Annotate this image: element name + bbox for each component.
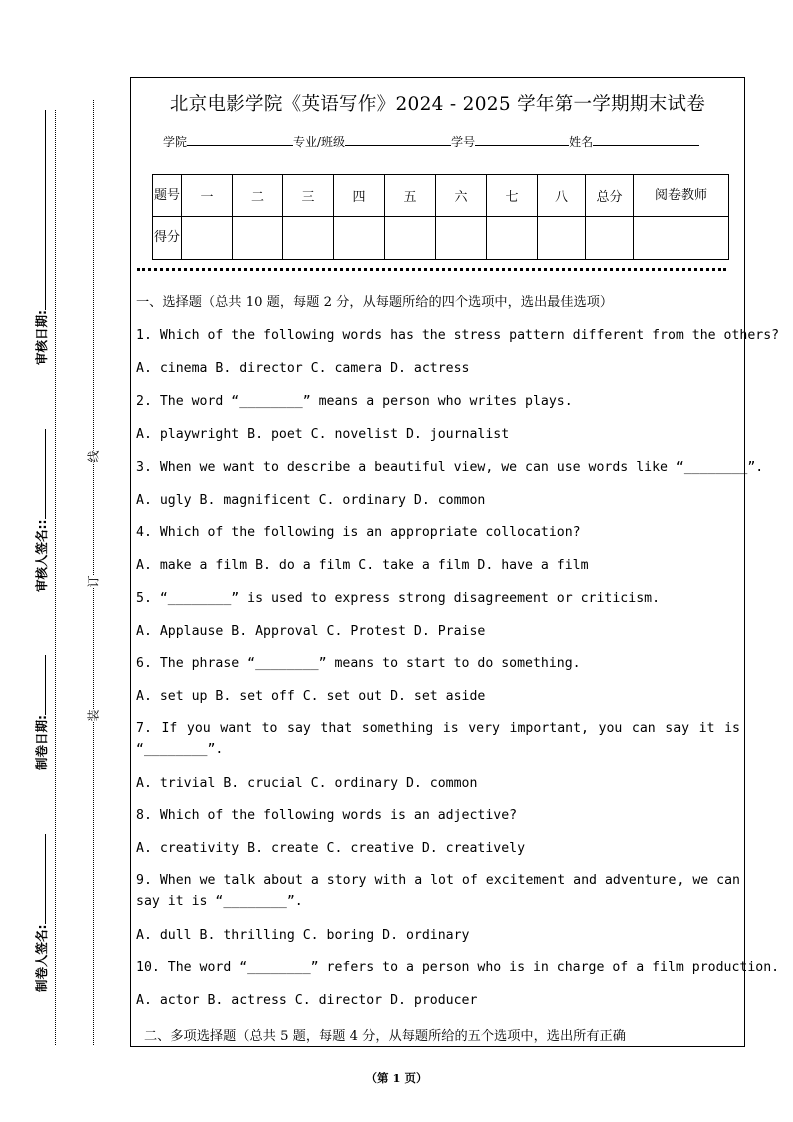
binding-dotted-line-inner <box>93 100 94 1045</box>
score-cell[interactable] <box>385 217 436 260</box>
section1-heading: 一、选择题（总共 10 题，每题 2 分，从每题所给的四个选项中，选出最佳选项） <box>136 295 614 310</box>
score-table <box>152 174 729 260</box>
score-header-cell: 八 <box>538 175 586 217</box>
score-cell[interactable] <box>283 217 334 260</box>
score-cell[interactable] <box>586 217 634 260</box>
name-field[interactable] <box>593 133 699 146</box>
question-line: 7. If you want to say that something is very important, you can say it is “________”. <box>136 721 740 757</box>
question-line: 1. Which of the following words has the stress pattern different from the others? <box>136 328 780 343</box>
question-line: 2. The word “________” means a person who writes plays. <box>136 394 573 409</box>
major-field[interactable] <box>345 133 451 146</box>
section2-heading: 二、多项选择题（总共 5 题，每题 4 分，从每题所给的五个选项中，选出所有正确 <box>144 1029 626 1044</box>
student-id-label: 学号 <box>451 135 476 149</box>
college-field[interactable] <box>187 133 293 146</box>
reviewer-date-label: 审核日期: <box>32 110 50 365</box>
binding-mark-zhuang: 装 <box>86 709 101 722</box>
question-line: 4. Which of the following is an appropriate collocation? <box>136 525 581 540</box>
exam-title: 北京电影学院《英语写作》2024 - 2025 学年第一学期期末试卷 <box>169 94 706 115</box>
page-footer: （第 1 页） <box>365 1071 428 1085</box>
option-line: A. dull B. thrilling C. boring D. ordinary <box>136 928 470 943</box>
score-header-cell: 三 <box>283 175 334 217</box>
option-line: A. actor B. actress C. director D. producer <box>136 993 478 1008</box>
major-label: 专业/班级 <box>293 135 346 149</box>
score-cell[interactable] <box>334 217 385 260</box>
score-header-cell: 一 <box>182 175 233 217</box>
question-line: 10. The word “________” refers to a person who is in charge of a film production. <box>136 960 780 975</box>
score-row-label: 得分 <box>153 217 182 260</box>
score-cell[interactable] <box>634 217 729 260</box>
score-cell[interactable] <box>487 217 538 260</box>
question-line: 5. “________” is used to express strong disagreement or criticism. <box>136 591 661 606</box>
exam-frame <box>130 77 780 1047</box>
name-label: 姓名 <box>569 135 594 149</box>
option-line: A. cinema B. director C. camera D. actress <box>136 361 470 376</box>
score-header-cell: 四 <box>334 175 385 217</box>
score-header-cell: 五 <box>385 175 436 217</box>
reviewer-sign-label: 审核人签名:: <box>32 430 50 593</box>
section-divider <box>137 268 726 271</box>
binding-mark-xian: 线 <box>86 450 101 463</box>
score-header-cell: 六 <box>436 175 487 217</box>
college-label: 学院 <box>163 135 188 149</box>
score-cell[interactable] <box>538 217 586 260</box>
student-id-field[interactable] <box>475 133 569 146</box>
student-info-row <box>163 133 699 150</box>
score-header-cell: 题号 <box>153 175 182 217</box>
score-cell[interactable] <box>233 217 283 260</box>
score-header-cell: 二 <box>233 175 283 217</box>
score-cell[interactable] <box>436 217 487 260</box>
score-cell[interactable] <box>182 217 233 260</box>
maker-date-label: 制卷日期: <box>32 655 50 770</box>
binding-dotted-line-outer <box>55 110 56 1045</box>
question-line: 8. Which of the following words is an adjective? <box>136 808 518 823</box>
question-line: 9. When we talk about a story with a lot of excitement and adventure, we can say it is “________”. <box>136 873 740 909</box>
question-line: 3. When we want to describe a beautiful view, we can use words like “________”. <box>136 460 764 475</box>
score-header-cell: 七 <box>487 175 538 217</box>
score-header-cell: 阅卷教师 <box>634 175 729 217</box>
option-line: A. Applause B. Approval C. Protest D. Praise <box>136 624 486 639</box>
option-line: A. make a film B. do a film C. take a film D. have a film <box>136 558 589 573</box>
option-line: A. set up B. set off C. set out D. set aside <box>136 689 486 704</box>
option-line: A. playwright B. poet C. novelist D. journalist <box>136 427 510 442</box>
maker-sign-label: 制卷人签名: <box>32 835 50 993</box>
score-header-cell: 总分 <box>586 175 634 217</box>
question-line: 6. The phrase “________” means to start to do something. <box>136 656 581 671</box>
option-line: A. ugly B. magnificent C. ordinary D. common <box>136 493 486 508</box>
binding-mark-ding: 订 <box>86 575 101 588</box>
option-line: A. trivial B. crucial C. ordinary D. common <box>136 776 478 791</box>
option-line: A. creativity B. create C. creative D. creatively <box>136 841 526 856</box>
